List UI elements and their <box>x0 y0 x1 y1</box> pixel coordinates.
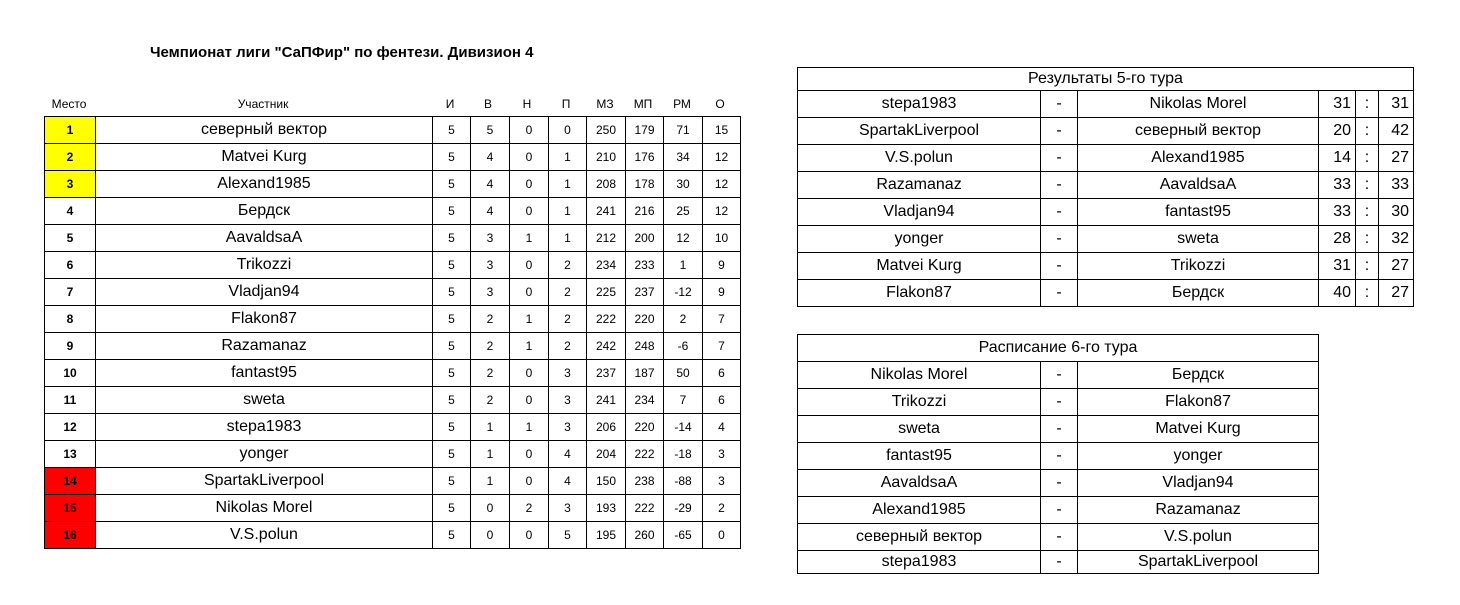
points-cell: 4 <box>703 414 741 441</box>
draws-cell: 0 <box>510 360 549 387</box>
wins-cell: 0 <box>471 522 510 549</box>
losses-cell: 4 <box>549 441 587 468</box>
separator-cell: - <box>1041 443 1078 470</box>
points-cell: 7 <box>703 306 741 333</box>
home-team-cell: V.S.polun <box>798 145 1041 172</box>
separator-cell: - <box>1041 91 1078 118</box>
wins-cell: 1 <box>471 414 510 441</box>
draws-cell: 0 <box>510 198 549 225</box>
home-team-cell: северный вектор <box>798 524 1041 551</box>
wins-cell: 3 <box>471 279 510 306</box>
losses-cell: 3 <box>549 495 587 522</box>
standings-row <box>45 306 741 333</box>
result-row <box>798 199 1414 226</box>
separator-cell: - <box>1041 118 1078 145</box>
separator-cell: - <box>1041 470 1078 497</box>
conceded-cell: 176 <box>626 144 664 171</box>
away-team-cell: SpartakLiverpool <box>1078 551 1319 574</box>
standings-row <box>45 360 741 387</box>
away-team-cell: Nikolas Morel <box>1078 91 1319 118</box>
games-cell: 5 <box>433 252 471 279</box>
conceded-cell: 179 <box>626 117 664 144</box>
points-cell: 0 <box>703 522 741 549</box>
scored-cell: 225 <box>587 279 626 306</box>
schedule-row <box>798 470 1319 497</box>
points-cell: 9 <box>703 252 741 279</box>
diff-cell: 25 <box>664 198 703 225</box>
schedule-row <box>798 443 1319 470</box>
away-team-cell: северный вектор <box>1078 118 1319 145</box>
draws-cell: 0 <box>510 522 549 549</box>
header-draws: Н <box>522 97 532 111</box>
diff-cell: -6 <box>664 333 703 360</box>
result-row <box>798 280 1414 307</box>
away-score-cell: 30 <box>1379 199 1414 226</box>
conceded-cell: 238 <box>626 468 664 495</box>
away-team-cell: sweta <box>1078 226 1319 253</box>
place-cell: 4 <box>45 198 96 225</box>
participant-cell: stepa1983 <box>96 414 433 441</box>
away-score-cell: 32 <box>1379 226 1414 253</box>
separator-cell: - <box>1041 497 1078 524</box>
schedule-table <box>797 334 1319 574</box>
conceded-cell: 237 <box>626 279 664 306</box>
colon-cell: : <box>1356 118 1379 145</box>
home-team-cell: Alexand1985 <box>798 497 1041 524</box>
draws-cell: 0 <box>510 171 549 198</box>
points-cell: 6 <box>703 387 741 414</box>
draws-cell: 1 <box>510 333 549 360</box>
losses-cell: 4 <box>549 468 587 495</box>
conceded-cell: 178 <box>626 171 664 198</box>
standings-header <box>0 97 760 113</box>
participant-cell: северный вектор <box>96 117 433 144</box>
colon-cell: : <box>1356 253 1379 280</box>
points-cell: 12 <box>703 171 741 198</box>
games-cell: 5 <box>433 495 471 522</box>
away-score-cell: 27 <box>1379 253 1414 280</box>
place-cell: 7 <box>45 279 96 306</box>
participant-cell: Vladjan94 <box>96 279 433 306</box>
header-wins: В <box>483 97 493 111</box>
diff-cell: 1 <box>664 252 703 279</box>
draws-cell: 0 <box>510 117 549 144</box>
games-cell: 5 <box>433 279 471 306</box>
result-row <box>798 172 1414 199</box>
participant-cell: sweta <box>96 387 433 414</box>
home-score-cell: 33 <box>1319 172 1356 199</box>
standings-row <box>45 171 741 198</box>
colon-cell: : <box>1356 199 1379 226</box>
away-team-cell: Vladjan94 <box>1078 470 1319 497</box>
participant-cell: Razamanaz <box>96 333 433 360</box>
header-points: О <box>715 97 725 111</box>
header-participant: Участник <box>237 97 289 111</box>
games-cell: 5 <box>433 171 471 198</box>
scored-cell: 193 <box>587 495 626 522</box>
header-diff: РМ <box>673 97 691 111</box>
separator-cell: - <box>1041 145 1078 172</box>
schedule-row <box>798 389 1319 416</box>
header-losses: П <box>561 97 571 111</box>
home-score-cell: 31 <box>1319 91 1356 118</box>
draws-cell: 0 <box>510 468 549 495</box>
conceded-cell: 200 <box>626 225 664 252</box>
schedule-row <box>798 416 1319 443</box>
wins-cell: 3 <box>471 225 510 252</box>
wins-cell: 4 <box>471 171 510 198</box>
diff-cell: 2 <box>664 306 703 333</box>
games-cell: 5 <box>433 387 471 414</box>
participant-cell: Бердск <box>96 198 433 225</box>
place-cell: 11 <box>45 387 96 414</box>
participant-cell: AavaldsaA <box>96 225 433 252</box>
standings-row <box>45 495 741 522</box>
place-cell: 6 <box>45 252 96 279</box>
home-team-cell: AavaldsaA <box>798 470 1041 497</box>
conceded-cell: 220 <box>626 414 664 441</box>
points-cell: 10 <box>703 225 741 252</box>
conceded-cell: 248 <box>626 333 664 360</box>
home-team-cell: SpartakLiverpool <box>798 118 1041 145</box>
scored-cell: 237 <box>587 360 626 387</box>
diff-cell: 12 <box>664 225 703 252</box>
colon-cell: : <box>1356 91 1379 118</box>
games-cell: 5 <box>433 117 471 144</box>
diff-cell: -12 <box>664 279 703 306</box>
draws-cell: 1 <box>510 306 549 333</box>
standings-row <box>45 441 741 468</box>
diff-cell: -88 <box>664 468 703 495</box>
games-cell: 5 <box>433 360 471 387</box>
conceded-cell: 222 <box>626 441 664 468</box>
home-score-cell: 31 <box>1319 253 1356 280</box>
schedule-row <box>798 362 1319 389</box>
separator-cell: - <box>1041 524 1078 551</box>
place-cell: 3 <box>45 171 96 198</box>
home-team-cell: sweta <box>798 416 1041 443</box>
away-team-cell: fantast95 <box>1078 199 1319 226</box>
points-cell: 9 <box>703 279 741 306</box>
home-score-cell: 33 <box>1319 199 1356 226</box>
points-cell: 2 <box>703 495 741 522</box>
games-cell: 5 <box>433 144 471 171</box>
losses-cell: 1 <box>549 144 587 171</box>
losses-cell: 3 <box>549 414 587 441</box>
conceded-cell: 260 <box>626 522 664 549</box>
place-cell: 2 <box>45 144 96 171</box>
games-cell: 5 <box>433 414 471 441</box>
away-team-cell: Flakon87 <box>1078 389 1319 416</box>
conceded-cell: 234 <box>626 387 664 414</box>
conceded-cell: 222 <box>626 495 664 522</box>
scored-cell: 241 <box>587 387 626 414</box>
away-team-cell: Trikozzi <box>1078 253 1319 280</box>
place-cell: 1 <box>45 117 96 144</box>
standings-table <box>44 116 741 549</box>
standings-row <box>45 279 741 306</box>
participant-cell: SpartakLiverpool <box>96 468 433 495</box>
losses-cell: 2 <box>549 252 587 279</box>
points-cell: 3 <box>703 441 741 468</box>
away-score-cell: 31 <box>1379 91 1414 118</box>
diff-cell: 34 <box>664 144 703 171</box>
place-cell: 8 <box>45 306 96 333</box>
standings-row <box>45 522 741 549</box>
games-cell: 5 <box>433 468 471 495</box>
wins-cell: 2 <box>471 360 510 387</box>
losses-cell: 1 <box>549 225 587 252</box>
losses-cell: 3 <box>549 360 587 387</box>
place-cell: 15 <box>45 495 96 522</box>
home-team-cell: Vladjan94 <box>798 199 1041 226</box>
separator-cell: - <box>1041 253 1078 280</box>
losses-cell: 1 <box>549 198 587 225</box>
points-cell: 15 <box>703 117 741 144</box>
scored-cell: 206 <box>587 414 626 441</box>
conceded-cell: 233 <box>626 252 664 279</box>
results-table <box>797 67 1414 307</box>
away-team-cell: Razamanaz <box>1078 497 1319 524</box>
scored-cell: 212 <box>587 225 626 252</box>
away-score-cell: 27 <box>1379 280 1414 307</box>
home-team-cell: Trikozzi <box>798 389 1041 416</box>
home-team-cell: stepa1983 <box>798 91 1041 118</box>
standings-row <box>45 225 741 252</box>
result-row <box>798 91 1414 118</box>
away-team-cell: Бердск <box>1078 280 1319 307</box>
scored-cell: 204 <box>587 441 626 468</box>
home-team-cell: stepa1983 <box>798 551 1041 574</box>
result-row <box>798 118 1414 145</box>
home-score-cell: 40 <box>1319 280 1356 307</box>
schedule-title: Расписание 6-го тура <box>798 335 1319 362</box>
standings-row <box>45 333 741 360</box>
colon-cell: : <box>1356 145 1379 172</box>
colon-cell: : <box>1356 226 1379 253</box>
result-row <box>798 226 1414 253</box>
home-team-cell: Flakon87 <box>798 280 1041 307</box>
points-cell: 3 <box>703 468 741 495</box>
separator-cell: - <box>1041 280 1078 307</box>
diff-cell: -14 <box>664 414 703 441</box>
home-score-cell: 14 <box>1319 145 1356 172</box>
away-team-cell: V.S.polun <box>1078 524 1319 551</box>
separator-cell: - <box>1041 362 1078 389</box>
games-cell: 5 <box>433 333 471 360</box>
header-conceded: МП <box>633 97 653 111</box>
place-cell: 9 <box>45 333 96 360</box>
scored-cell: 250 <box>587 117 626 144</box>
losses-cell: 2 <box>549 333 587 360</box>
separator-cell: - <box>1041 199 1078 226</box>
participant-cell: Alexand1985 <box>96 171 433 198</box>
scored-cell: 150 <box>587 468 626 495</box>
conceded-cell: 187 <box>626 360 664 387</box>
result-row <box>798 145 1414 172</box>
away-team-cell: AavaldsaA <box>1078 172 1319 199</box>
points-cell: 6 <box>703 360 741 387</box>
losses-cell: 0 <box>549 117 587 144</box>
diff-cell: -18 <box>664 441 703 468</box>
participant-cell: fantast95 <box>96 360 433 387</box>
away-team-cell: Matvei Kurg <box>1078 416 1319 443</box>
conceded-cell: 220 <box>626 306 664 333</box>
place-cell: 16 <box>45 522 96 549</box>
losses-cell: 1 <box>549 171 587 198</box>
wins-cell: 0 <box>471 495 510 522</box>
diff-cell: 71 <box>664 117 703 144</box>
losses-cell: 3 <box>549 387 587 414</box>
schedule-row <box>798 551 1319 574</box>
losses-cell: 2 <box>549 279 587 306</box>
separator-cell: - <box>1041 389 1078 416</box>
wins-cell: 2 <box>471 333 510 360</box>
place-cell: 5 <box>45 225 96 252</box>
participant-cell: Nikolas Morel <box>96 495 433 522</box>
home-score-cell: 28 <box>1319 226 1356 253</box>
away-score-cell: 33 <box>1379 172 1414 199</box>
away-score-cell: 42 <box>1379 118 1414 145</box>
wins-cell: 1 <box>471 468 510 495</box>
scored-cell: 241 <box>587 198 626 225</box>
away-team-cell: Alexand1985 <box>1078 145 1319 172</box>
scored-cell: 208 <box>587 171 626 198</box>
scored-cell: 195 <box>587 522 626 549</box>
home-team-cell: yonger <box>798 226 1041 253</box>
points-cell: 12 <box>703 144 741 171</box>
wins-cell: 3 <box>471 252 510 279</box>
colon-cell: : <box>1356 280 1379 307</box>
games-cell: 5 <box>433 225 471 252</box>
draws-cell: 1 <box>510 225 549 252</box>
wins-cell: 4 <box>471 144 510 171</box>
draws-cell: 2 <box>510 495 549 522</box>
home-team-cell: Razamanaz <box>798 172 1041 199</box>
diff-cell: -29 <box>664 495 703 522</box>
wins-cell: 2 <box>471 387 510 414</box>
away-score-cell: 27 <box>1379 145 1414 172</box>
result-row <box>798 253 1414 280</box>
place-cell: 10 <box>45 360 96 387</box>
diff-cell: 7 <box>664 387 703 414</box>
header-place: Место <box>51 97 87 111</box>
losses-cell: 5 <box>549 522 587 549</box>
scored-cell: 222 <box>587 306 626 333</box>
participant-cell: Flakon87 <box>96 306 433 333</box>
away-team-cell: Бердск <box>1078 362 1319 389</box>
home-score-cell: 20 <box>1319 118 1356 145</box>
home-team-cell: Nikolas Morel <box>798 362 1041 389</box>
scored-cell: 234 <box>587 252 626 279</box>
header-scored: МЗ <box>596 97 614 111</box>
wins-cell: 2 <box>471 306 510 333</box>
separator-cell: - <box>1041 551 1078 574</box>
results-title: Результаты 5-го тура <box>798 68 1414 91</box>
points-cell: 7 <box>703 333 741 360</box>
participant-cell: yonger <box>96 441 433 468</box>
place-cell: 12 <box>45 414 96 441</box>
standings-row <box>45 117 741 144</box>
home-team-cell: fantast95 <box>798 443 1041 470</box>
page-title: Чемпионат лиги "СаПФир" по фентези. Дивизион 4 <box>150 44 534 61</box>
draws-cell: 1 <box>510 414 549 441</box>
standings-row <box>45 387 741 414</box>
separator-cell: - <box>1041 172 1078 199</box>
games-cell: 5 <box>433 441 471 468</box>
games-cell: 5 <box>433 198 471 225</box>
away-team-cell: yonger <box>1078 443 1319 470</box>
separator-cell: - <box>1041 226 1078 253</box>
draws-cell: 0 <box>510 441 549 468</box>
draws-cell: 0 <box>510 279 549 306</box>
participant-cell: V.S.polun <box>96 522 433 549</box>
draws-cell: 0 <box>510 252 549 279</box>
standings-row <box>45 252 741 279</box>
games-cell: 5 <box>433 522 471 549</box>
conceded-cell: 216 <box>626 198 664 225</box>
scored-cell: 210 <box>587 144 626 171</box>
points-cell: 12 <box>703 198 741 225</box>
participant-cell: Trikozzi <box>96 252 433 279</box>
participant-cell: Matvei Kurg <box>96 144 433 171</box>
separator-cell: - <box>1041 416 1078 443</box>
place-cell: 13 <box>45 441 96 468</box>
schedule-row <box>798 524 1319 551</box>
header-games: И <box>445 97 455 111</box>
draws-cell: 0 <box>510 387 549 414</box>
schedule-row <box>798 497 1319 524</box>
diff-cell: 50 <box>664 360 703 387</box>
diff-cell: -65 <box>664 522 703 549</box>
standings-row <box>45 198 741 225</box>
wins-cell: 1 <box>471 441 510 468</box>
wins-cell: 4 <box>471 198 510 225</box>
games-cell: 5 <box>433 306 471 333</box>
losses-cell: 2 <box>549 306 587 333</box>
draws-cell: 0 <box>510 144 549 171</box>
standings-row <box>45 468 741 495</box>
home-team-cell: Matvei Kurg <box>798 253 1041 280</box>
scored-cell: 242 <box>587 333 626 360</box>
colon-cell: : <box>1356 172 1379 199</box>
standings-row <box>45 144 741 171</box>
place-cell: 14 <box>45 468 96 495</box>
wins-cell: 5 <box>471 117 510 144</box>
diff-cell: 30 <box>664 171 703 198</box>
standings-row <box>45 414 741 441</box>
